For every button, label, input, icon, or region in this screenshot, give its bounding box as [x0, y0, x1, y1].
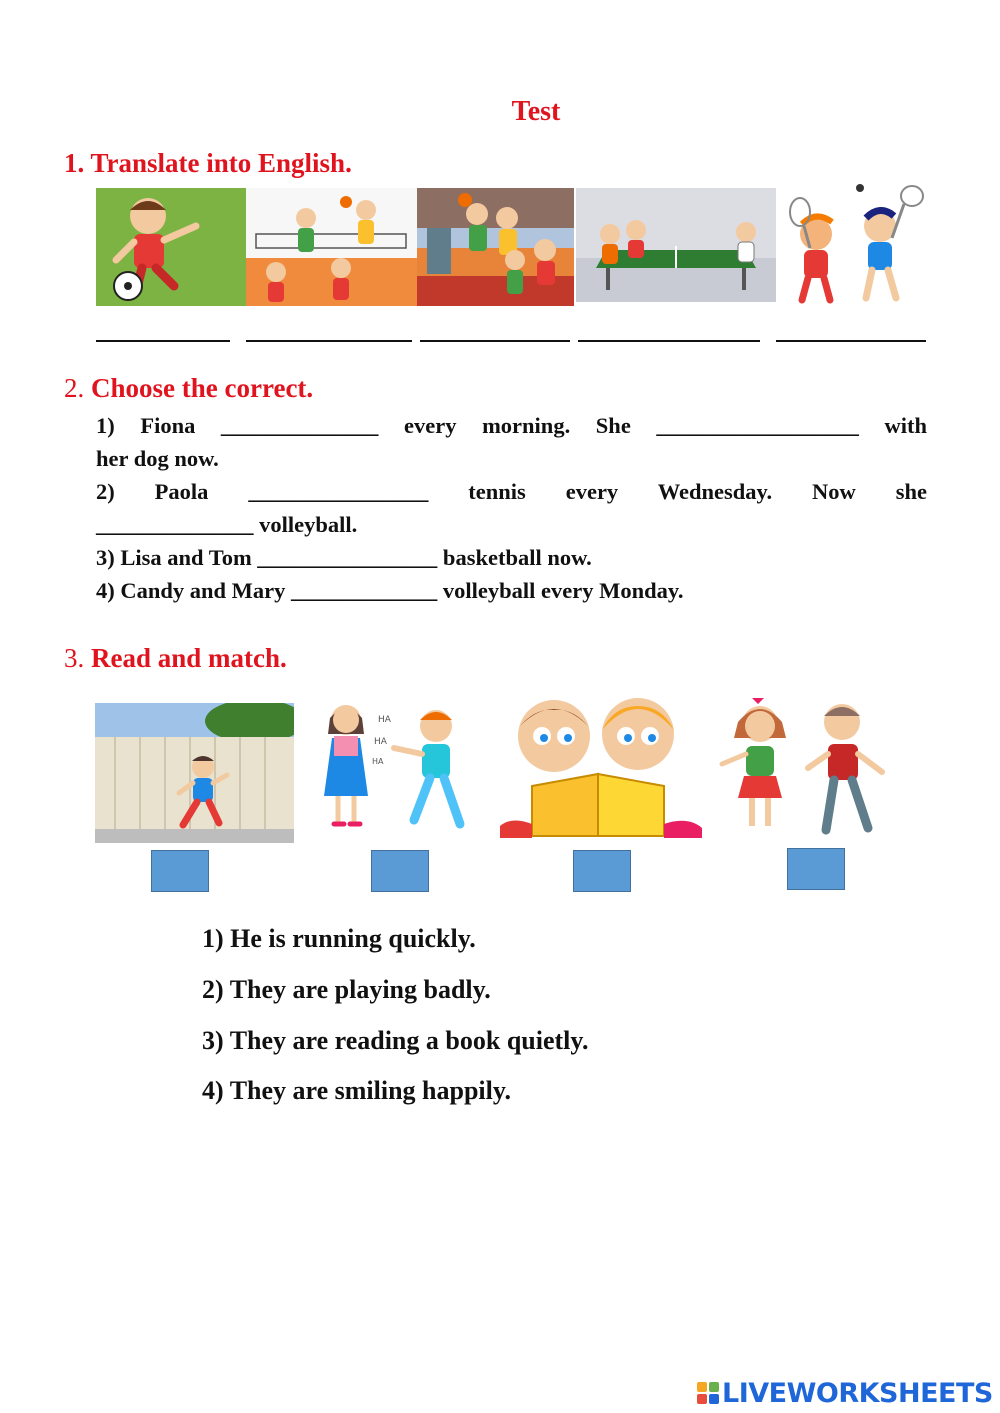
liveworksheets-logo-icon — [697, 1382, 719, 1404]
match-box-1[interactable] — [151, 850, 209, 892]
match-sentence-1: 1) He is running quickly. — [202, 924, 476, 953]
answer-line-1[interactable] — [96, 340, 230, 342]
table-tennis-picture — [576, 188, 776, 302]
arguing-children-picture — [712, 694, 894, 840]
section-3-heading — [64, 643, 287, 674]
laughing-children-picture — [314, 700, 478, 836]
match-sentence-4: 4) They are smiling happily. — [202, 1076, 511, 1105]
section-2-heading — [64, 373, 313, 404]
match-box-4[interactable] — [787, 848, 845, 890]
match-box-3[interactable] — [573, 850, 631, 892]
answer-line-3[interactable] — [420, 340, 570, 342]
question-1-line-1: 1) Fiona ______________ every morning. She __________________ with — [96, 413, 927, 438]
section-1-number: 1. — [64, 148, 85, 178]
answer-line-4[interactable] — [578, 340, 760, 342]
section-1-title: Translate into English. — [90, 148, 352, 178]
section-2-number: 2. — [64, 373, 85, 403]
answer-line-2[interactable] — [246, 340, 412, 342]
question-2-line-2: ______________ volleyball. — [96, 512, 358, 537]
question-4: 4) Candy and Mary _____________ volleyball every Monday. — [96, 578, 684, 603]
section-3-title: Read and match. — [91, 643, 287, 673]
svg-text:HA: HA — [374, 737, 387, 747]
reading-children-picture — [492, 686, 710, 844]
match-sentence-2: 2) They are playing badly. — [202, 975, 491, 1004]
svg-text:HA: HA — [372, 757, 384, 766]
badminton-picture — [776, 182, 928, 306]
match-box-2[interactable] — [371, 850, 429, 892]
running-boy-picture — [95, 703, 294, 843]
section-2-title: Choose the correct. — [91, 373, 314, 403]
section-3-number: 3. — [64, 643, 85, 673]
match-sentence-3: 3) They are reading a book quietly. — [202, 1026, 589, 1055]
liveworksheets-logo-text: LIVEWORKSHEETS — [722, 1377, 993, 1409]
page-title: Test — [511, 96, 561, 127]
football-picture — [96, 188, 246, 306]
svg-text:HA: HA — [378, 715, 391, 725]
liveworksheets-logo — [697, 1378, 993, 1408]
question-1-line-2: her dog now. — [96, 446, 219, 471]
question-2-line-1: 2) Paola ________________ tennis every Wednesday. Now she — [96, 479, 927, 504]
answer-line-5[interactable] — [776, 340, 926, 342]
volleyball-picture — [246, 188, 417, 306]
section-1-heading — [64, 148, 352, 179]
basketball-picture — [417, 188, 574, 306]
question-3: 3) Lisa and Tom ________________ basketball now. — [96, 545, 592, 570]
